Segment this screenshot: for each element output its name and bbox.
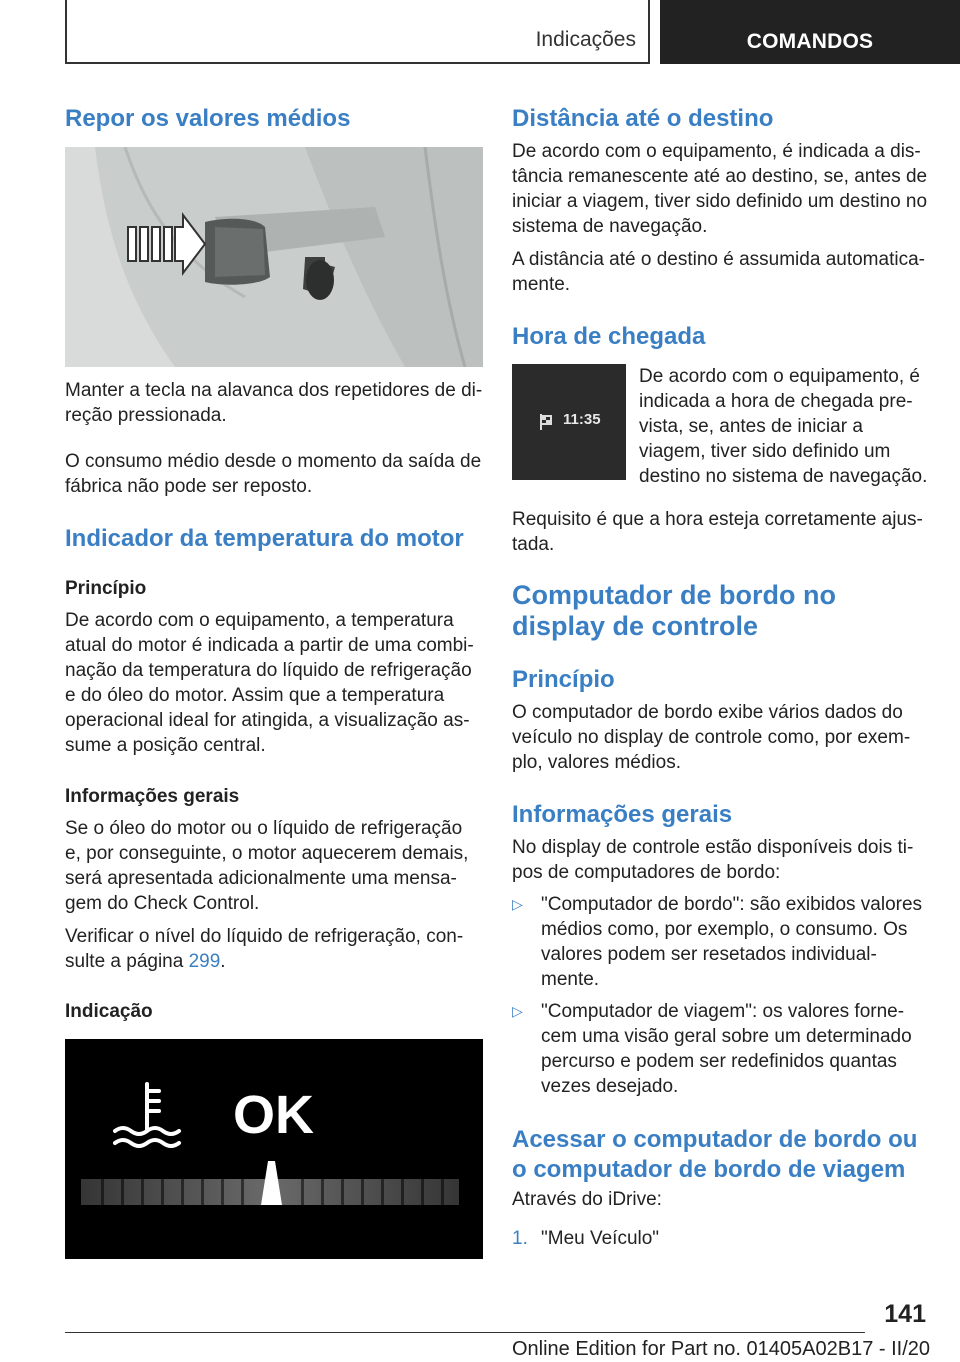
arrival-time-value: 11:35 — [563, 411, 601, 428]
heading-distance-to-destination: Distância até o destino — [512, 105, 774, 132]
paragraph-distance-1: De acordo com o equipamento, é indicada a dis-tância remanescente até ao destino, se, antes de iniciar a viagem, tiver sido definido um destino no sistema de navegação. — [512, 141, 928, 237]
list-item-text: "Computador de bordo": são exibidos valores médios como, por exemplo, o consumo. Os valores podem ser resetados individual-mente. — [541, 894, 923, 990]
header-section-box — [65, 0, 650, 64]
engine-temperature-display — [65, 1039, 483, 1259]
arrival-time-display — [512, 364, 626, 480]
display-status-ok: OK — [233, 1085, 314, 1145]
check-coolant-text: Verificar o nível do líquido de refrigeração, con-sulte a página — [65, 926, 464, 972]
step-text: "Meu Veículo" — [541, 1228, 660, 1249]
heading-reset-averages: Repor os valores médios — [65, 105, 351, 132]
paragraph-reset-instruction: Manter a tecla na alavanca dos repetidores de di-reção pressionada. — [65, 380, 483, 426]
paragraph-general-info-left: Se o óleo do motor ou o líquido de refrigeração e, por conseguinte, o motor aquecerem demais, será apresentada adicionalmente uma mensa-gem do Check Control. — [65, 818, 469, 914]
heading-indication: Indicação — [65, 1001, 153, 1022]
paragraph-reset-note: O consumo médio desde o momento da saída de fábrica não pode ser reposto. — [65, 451, 482, 497]
heading-general-info-left: Informações gerais — [65, 786, 240, 807]
heading-onboard-computer: Computador de bordo no display de controle — [512, 580, 836, 641]
step-number: 1. — [512, 1228, 528, 1249]
bullet-triangle-icon: ▷ — [512, 1003, 523, 1019]
edition-note: Online Edition for Part no. 01405A02B17 - II/20 — [511, 1338, 930, 1360]
paragraph-general-info-right: No display de controle estão disponíveis dois ti-pos de computadores de bordo: — [512, 837, 914, 883]
page-link-299[interactable]: 299 — [188, 951, 221, 972]
paragraph-principle-left: De acordo com o equipamento, a temperatura atual do motor é indicada a partir de uma combi-nação da temperatura do líquido de refrigeração e do óleo do motor. Assim que a temperatura operacional ideal for atingida, a visualização as-sume a posição central. — [65, 610, 474, 756]
heading-arrival-time: Hora de chegada — [512, 323, 706, 350]
turn-signal-lever-illustration — [65, 147, 483, 367]
list-item-text: "Computador de viagem": os valores forne-cem uma visão geral sobre um determinado percurso e podem ser redefinidos quantas vezes desejado. — [541, 1001, 912, 1097]
paragraph-distance-2: A distância até o destino é assumida automatica-mente. — [512, 249, 925, 295]
step-my-vehicle — [512, 1228, 660, 1250]
coolant-temperature-icon — [115, 1084, 179, 1146]
destination-flag-icon — [539, 412, 559, 432]
header-chapter-tab: COMANDOS — [660, 0, 960, 64]
page-number: 141 — [884, 1300, 926, 1328]
heading-engine-temperature: Indicador da temperatura do motor — [65, 525, 464, 552]
heading-access-computer: Acessar o computador de bordo ou o computador de bordo de viagem — [512, 1126, 918, 1183]
heading-principle-left: Princípio — [65, 578, 147, 599]
bullet-triangle-icon: ▷ — [512, 896, 523, 912]
paragraph-principle-right: O computador de bordo exibe vários dados do veículo no display de controle como, por exem-plo, valores médios. — [512, 702, 911, 773]
paragraph-arrival: De acordo com o equipamento, é indicada a hora de chegada pre-vista, se, antes de iniciar a viagem, tiver sido definido um destino no sistema de navegação. — [639, 366, 928, 487]
paragraph-access: Através do iDrive: — [512, 1189, 662, 1210]
heading-principle-right: Princípio — [512, 666, 615, 693]
check-coolant-end: . — [220, 951, 226, 972]
paragraph-requisite: Requisito é que a hora esteja corretamente ajus-tada. — [512, 509, 923, 555]
footer-divider — [65, 1332, 865, 1333]
header-section-title: Indicações — [535, 28, 636, 51]
paragraph-check-coolant — [65, 924, 483, 974]
heading-general-info-right: Informações gerais — [512, 801, 733, 828]
